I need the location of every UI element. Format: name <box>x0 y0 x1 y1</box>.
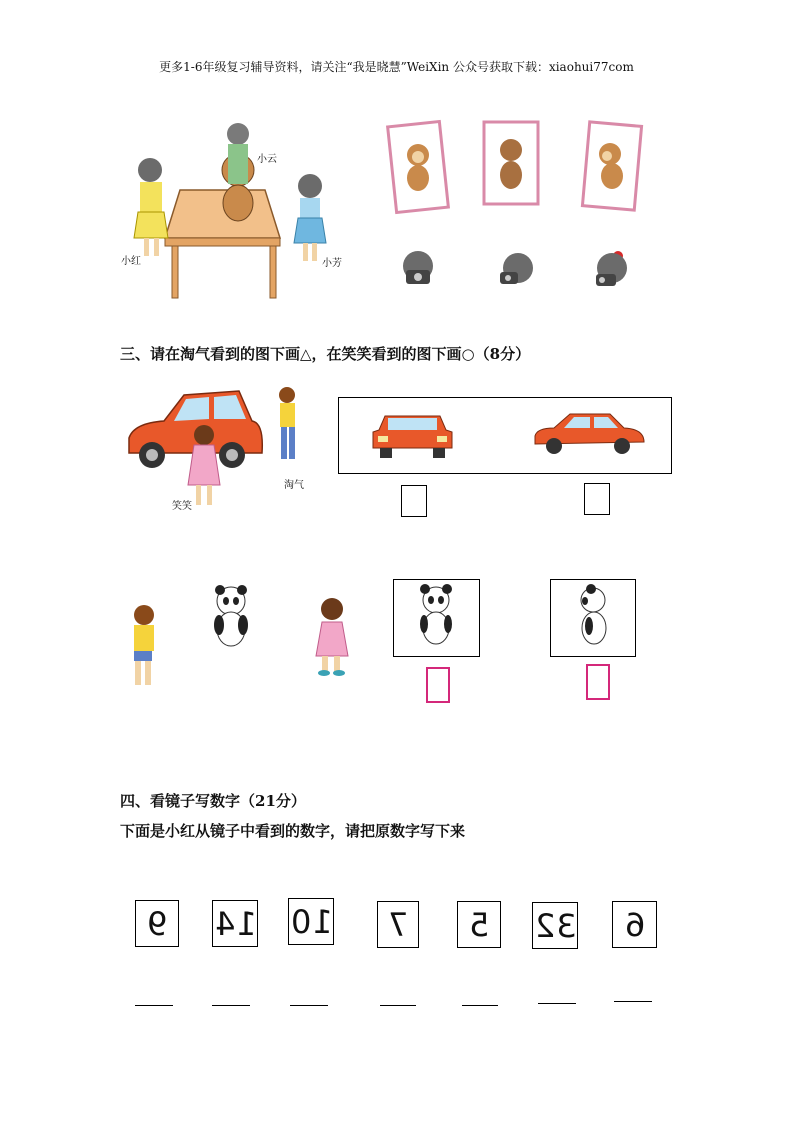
mirror-number: 6 <box>623 905 646 944</box>
answer-box-car-front[interactable] <box>401 485 427 517</box>
car-front-view <box>370 408 455 463</box>
mirror-number-box <box>377 901 419 948</box>
answer-blank[interactable] <box>538 1003 576 1004</box>
table-scene-illustration <box>120 118 350 303</box>
girl-camera-2 <box>496 250 536 296</box>
girl-illustration <box>308 596 352 678</box>
page-header: 更多1-6年级复习辅导资料，请关注“我是晓慧”WeiXin 公众号获取下载：xiaohui77com <box>159 60 634 74</box>
label-xiaoyun: 小云 <box>257 154 277 165</box>
mirror-number: 10 <box>289 902 333 941</box>
panda-side-view <box>577 584 611 648</box>
section4-instruction: 下面是小红从镜子中看到的数字，请把原数字写下来 <box>120 822 466 840</box>
answer-blank[interactable] <box>212 1005 250 1006</box>
label-xiaofang: 小芳 <box>322 258 342 269</box>
mirror-number-box <box>532 902 578 949</box>
monkey-picture-3 <box>582 120 642 212</box>
section3-title: 三、请在淘气看到的图下画△，在笑笑看到的图下画○（8分） <box>120 345 531 363</box>
answer-box-panda-front[interactable] <box>426 667 450 703</box>
panda-illustration <box>210 585 252 651</box>
mirror-number-box <box>612 901 657 948</box>
answer-blank[interactable] <box>135 1005 173 1006</box>
boy-illustration <box>122 603 162 693</box>
mirror-number: 9 <box>146 904 168 943</box>
answer-blank[interactable] <box>462 1005 498 1006</box>
label-xiaoxiao: 笑笑 <box>172 501 192 512</box>
answer-box-car-side[interactable] <box>584 483 610 515</box>
car-scene-illustration <box>124 383 314 513</box>
car-side-view <box>532 408 647 463</box>
mirror-number-box <box>135 900 179 947</box>
label-xiaohong: 小红 <box>121 256 141 267</box>
monkey-picture-1 <box>388 120 448 215</box>
section4-title: 四、看镜子写数字（21分） <box>120 792 306 810</box>
mirror-number-box <box>212 900 258 947</box>
mirror-number: 14 <box>213 904 257 943</box>
mirror-number: 7 <box>387 905 409 944</box>
girl-camera-1 <box>398 248 438 294</box>
mirror-number-box <box>457 901 501 948</box>
answer-box-panda-side[interactable] <box>586 664 610 700</box>
answer-blank[interactable] <box>290 1005 328 1006</box>
monkey-picture-2 <box>482 120 540 206</box>
mirror-number-box <box>288 898 334 945</box>
answer-blank[interactable] <box>380 1005 416 1006</box>
mirror-number: 5 <box>468 905 490 944</box>
mirror-number: 32 <box>533 906 577 945</box>
panda-front-view <box>415 584 457 648</box>
answer-blank[interactable] <box>614 1001 652 1002</box>
label-taoqi: 淘气 <box>284 480 304 491</box>
girl-camera-3 <box>592 248 632 296</box>
